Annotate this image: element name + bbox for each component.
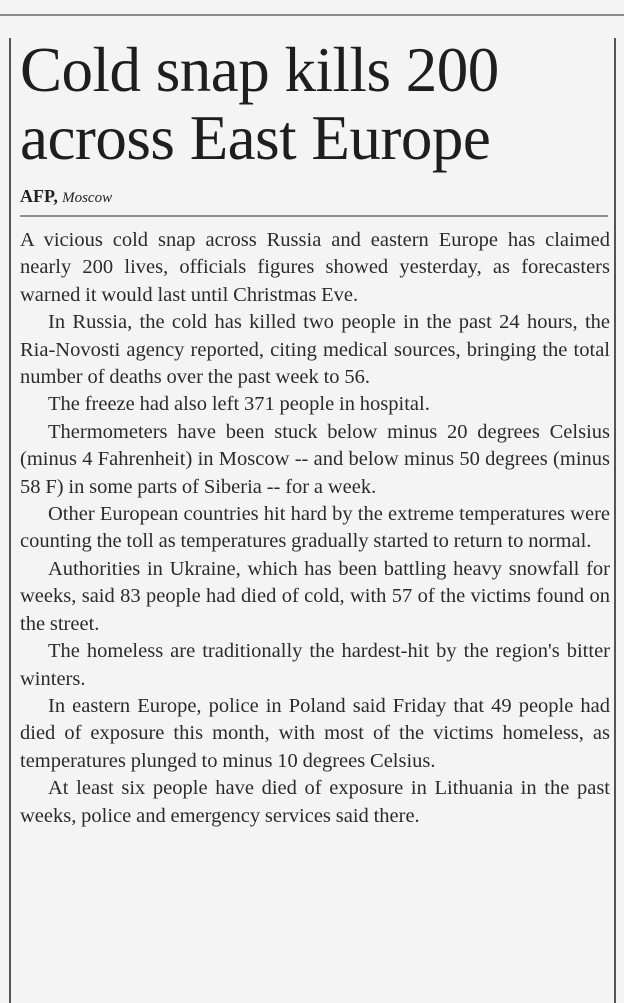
byline-divider (20, 215, 608, 217)
byline (20, 186, 610, 208)
column-rule-left (9, 38, 11, 1003)
byline-agency: AFP, (20, 186, 58, 206)
paragraph: Authorities in Ukraine, which has been battling heavy snowfall for weeks, said 83 people had died of cold, with 57 of the victims found on the street. (20, 557, 610, 635)
headline-line-1: Cold snap kills 200 (20, 35, 499, 105)
byline-place: Moscow (62, 190, 113, 206)
paragraph: In Russia, the cold has killed two people in the past 24 hours, the Ria-Novosti agency reported, citing medical sources, bringing the total number of deaths over the past week to 56. (20, 311, 610, 389)
paragraph: Other European countries hit hard by the extreme temperatures were counting the toll as temperatures gradually started to return to normal. (20, 503, 610, 553)
paragraph: Thermometers have been stuck below minus 20 degrees Celsius (minus 4 Fahrenheit) in Moscow -- and below minus 50 degrees (minus 58 F) in some parts of Siberia -- for a week. (20, 420, 610, 498)
article-body (20, 227, 610, 830)
headline (20, 36, 610, 172)
paragraph: A vicious cold snap across Russia and eastern Europe has claimed nearly 200 lives, officials figures showed yesterday, as forecasters warned it would last until Christmas Eve. (20, 229, 610, 306)
headline-line-2: across East Europe (20, 103, 491, 173)
top-page-rule (0, 14, 624, 16)
column-rule-right (614, 38, 616, 1003)
paragraph: The freeze had also left 371 people in hospital. (48, 393, 430, 416)
paragraph: The homeless are traditionally the hardest-hit by the region's bitter winters. (20, 640, 610, 690)
paragraph: In eastern Europe, police in Poland said Friday that 49 people had died of exposure this month, with most of the victims homeless, as temperatures plunged to minus 10 degrees Celsius. (20, 694, 610, 772)
news-article (20, 36, 610, 830)
paragraph: At least six people have died of exposure in Lithuania in the past weeks, police and emergency services said there. (20, 777, 610, 827)
